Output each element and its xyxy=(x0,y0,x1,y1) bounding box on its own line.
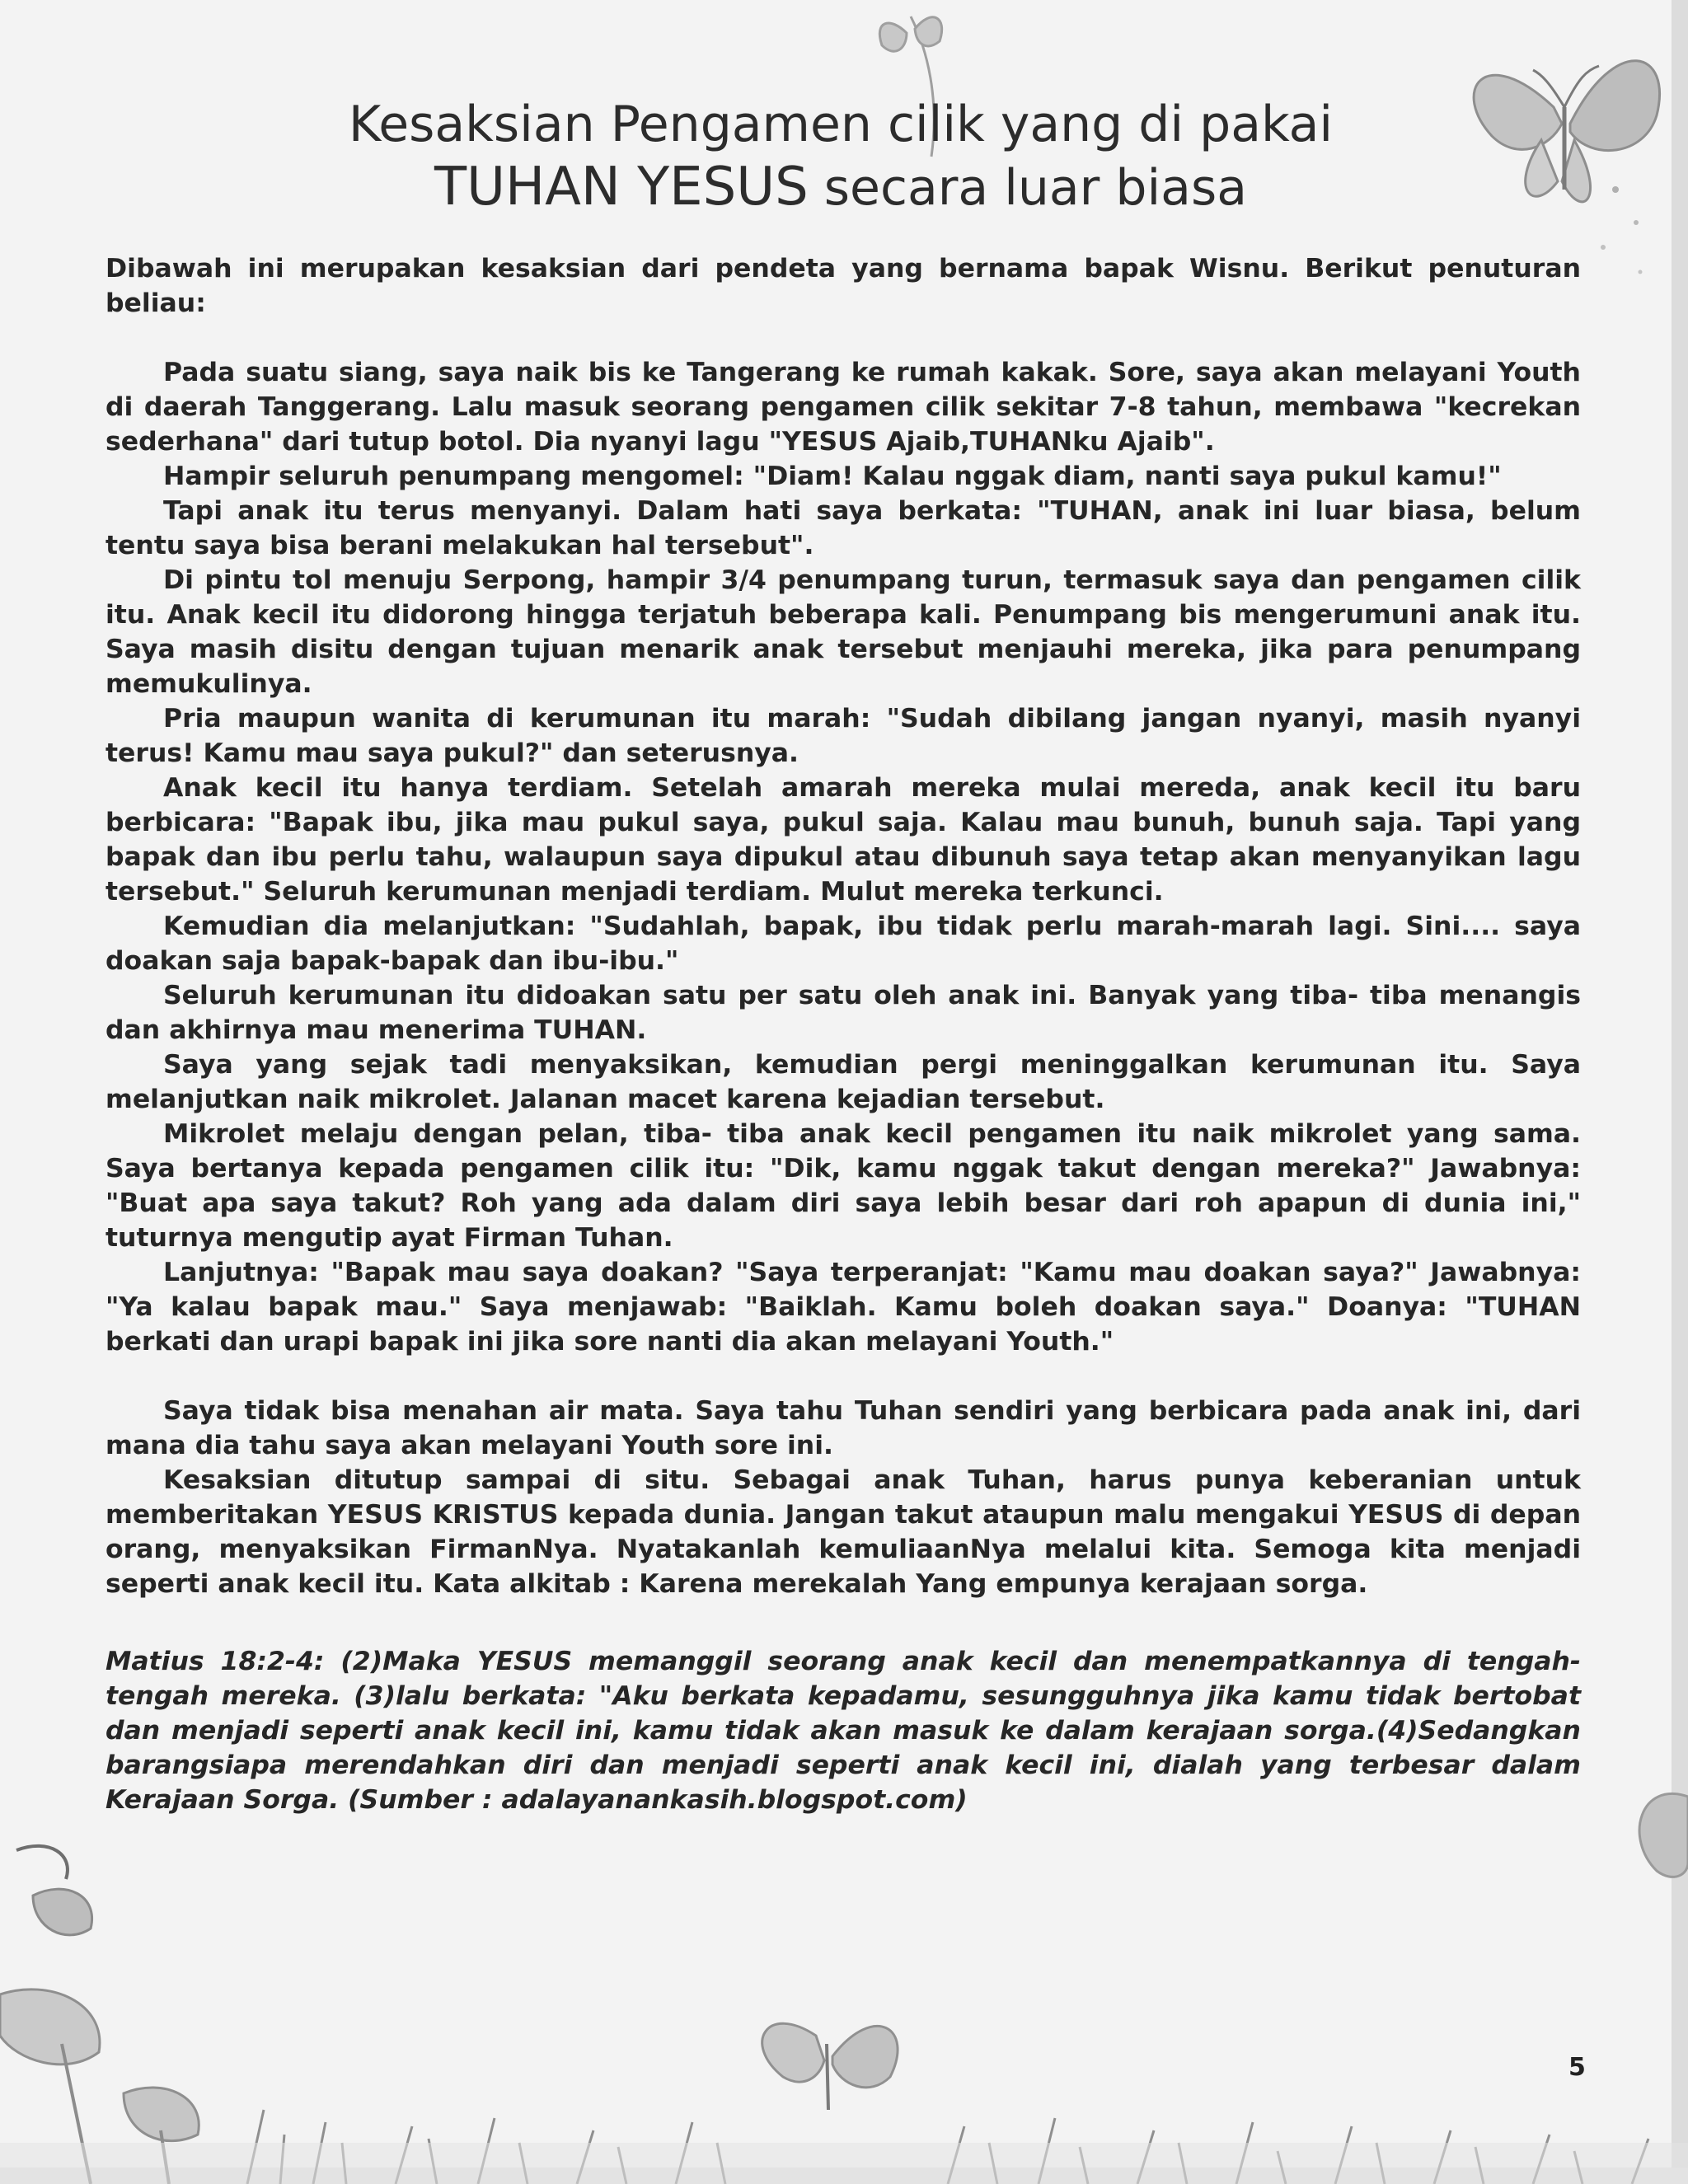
spacer xyxy=(106,1359,1581,1394)
body-paragraph: Saya yang sejak tadi menyaksikan, kemudian pergi meninggalkan kerumunan itu. Saya melanjutkan naik mikrolet. Jalanan macet karena kejadian tersebut. xyxy=(106,1050,1581,1114)
body-paragraph: Anak kecil itu hanya terdiam. Setelah amarah mereka mulai mereda, anak kecil itu baru berbicara: "Bapak ibu, jika mau pukul saya, pukul saja. Kalau mau bunuh, bunuh saja. Tapi yang bapak dan ibu perlu tahu, walaupun saya dipukul atau dibunuh saya tetap akan menyanyikan lagu tersebut." Seluruh kerumunan menjadi terdiam. Mulut mereka terkunci. xyxy=(106,773,1581,907)
document-title xyxy=(165,95,1517,219)
body-paragraph: Kemudian dia melanjutkan: "Sudahlah, bapak, ibu tidak perlu marah-marah lagi. Sini.... saya doakan saja bapak-bapak dan ibu-ibu." xyxy=(106,912,1581,976)
title-emphasis: TUHAN YESUS xyxy=(434,157,809,218)
intro-paragraph: Dibawah ini merupakan kesaksian dari pendeta yang bernama bapak Wisnu. Berikut penuturan beliau: xyxy=(106,254,1581,318)
body-paragraph: Mikrolet melaju dengan pelan, tiba- tiba anak kecil pengamen itu naik mikrolet yang sama. Saya bertanya kepada pengamen cilik itu: "Dik, kamu nggak takut dengan mereka?" Jawabnya: "Buat apa saya takut? Roh yang ada dalam diri saya lebih besar dari roh apapun di dunia ini," tuturnya mengutip ayat Firman Tuhan. xyxy=(106,1119,1581,1253)
spacer xyxy=(106,1601,1581,1644)
title-line-2-rest: secara luar biasa xyxy=(823,159,1247,218)
body-paragraph: Tapi anak itu terus menyanyi. Dalam hati saya berkata: "TUHAN, anak ini luar biasa, belum tentu saya bisa berani melakukan hal tersebut". xyxy=(106,496,1581,560)
body-paragraph: Seluruh kerumunan itu didoakan satu per satu oleh anak ini. Banyak yang tiba- tiba menangis dan akhirnya mau menerima TUHAN. xyxy=(106,981,1581,1045)
page-number: 5 xyxy=(1568,2053,1586,2082)
body-paragraph: Pria maupun wanita di kerumunan itu marah: "Sudah dibilang jangan nyanyi, masih nyanyi terus! Kamu mau saya pukul?" dan seterusnya. xyxy=(106,704,1581,768)
body-paragraph: Hampir seluruh penumpang mengomel: "Diam! Kalau nggak diam, nanti saya pukul kamu!" xyxy=(163,462,1502,491)
body-paragraph: Di pintu tol menuju Serpong, hampir 3/4 penumpang turun, termasuk saya dan pengamen cilik itu. Anak kecil itu didorong hingga terjatuh beberapa kali. Penumpang bis mengerumuni anak itu. Saya masih disitu dengan tujuan menarik anak tersebut menjauhi mereka, jika para penumpang memukulinya. xyxy=(106,565,1581,699)
title-line-1: Kesaksian Pengamen cilik yang di pakai xyxy=(348,96,1334,153)
body-paragraph: Lanjutnya: "Bapak mau saya doakan? "Saya terperanjat: "Kamu mau doakan saya?" Jawabnya: "Ya kalau bapak mau." Saya menjawab: "Baiklah. Kamu boleh doakan saya." Doanya: "TUHAN berkati dan urapi bapak ini jika sore nanti dia akan melayani Youth." xyxy=(106,1258,1581,1357)
title-line-2 xyxy=(165,155,1517,219)
spacer xyxy=(106,321,1581,355)
body-paragraph: Pada suatu siang, saya naik bis ke Tangerang ke rumah kakak. Sore, saya akan melayani Youth di daerah Tanggerang. Lalu masuk seorang pengamen cilik sekitar 7-8 tahun, membawa "kecrekan sederhana" dari tutup botol. Dia nyanyi lagu "YESUS Ajaib,TUHANku Ajaib". xyxy=(106,358,1581,457)
bible-verse: Matius 18:2-4: (2)Maka YESUS memanggil seorang anak kecil dan menempatkannya di tengah-tengah mereka. (3)lalu berkata: "Aku berkata kepadamu, sesungguhnya jika kamu tidak bertobat dan menjadi seperti anak kecil ini, kamu tidak akan masuk ke dalam kerajaan sorga.(4)Sedangkan barangsiapa merendahkan diri dan menjadi seperti anak kecil ini, dialah yang terbesar dalam Kerajaan Sorga. (Sumber : adalayanankasih.blogspot.com) xyxy=(106,1647,1581,1815)
closing-paragraph: Saya tidak bisa menahan air mata. Saya tahu Tuhan sendiri yang berbicara pada anak ini, dari mana dia tahu saya akan melayani Youth sore ini. xyxy=(106,1396,1581,1460)
closing-paragraph: Kesaksian ditutup sampai di situ. Sebagai anak Tuhan, harus punya keberanian untuk memberitakan YESUS KRISTUS kepada dunia. Jangan takut ataupun malu mengakui YESUS di depan orang, menyaksikan FirmanNya. Nyatakanlah kemuliaanNya melalui kita. Semoga kita menjadi seperti anak kecil itu. Kata alkitab : Karena merekalah Yang empunya kerajaan sorga. xyxy=(106,1465,1581,1599)
document-body xyxy=(106,251,1581,1817)
grass-haze xyxy=(0,2143,1688,2184)
